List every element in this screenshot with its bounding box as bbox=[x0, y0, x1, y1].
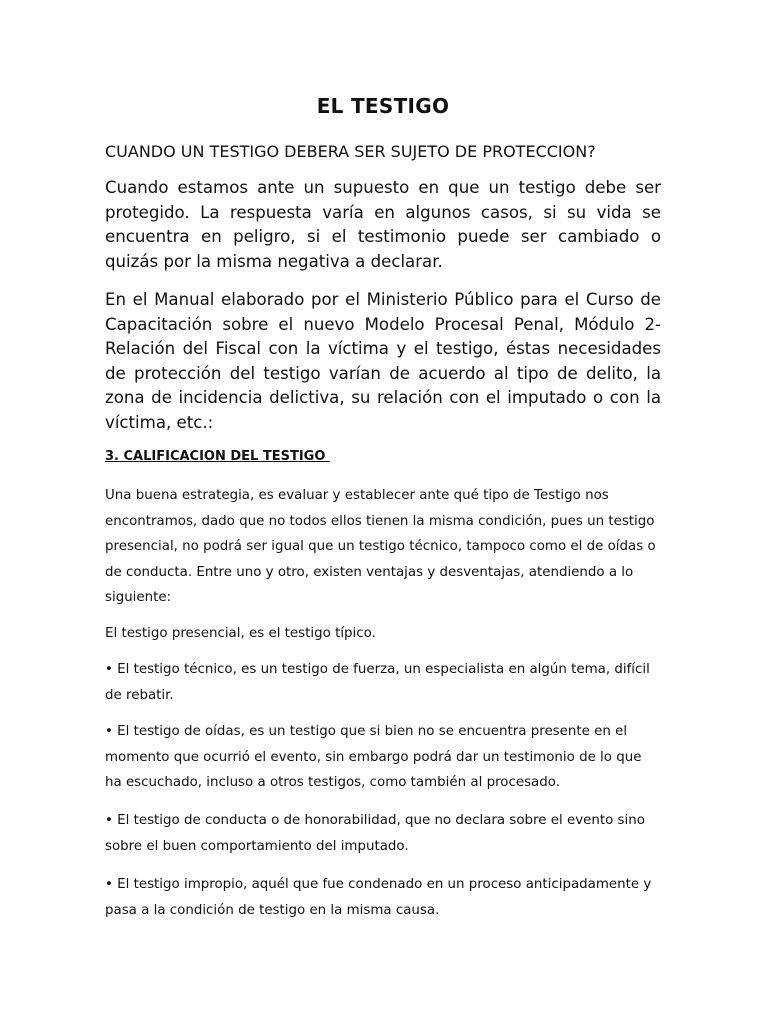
section-heading: 3. CALIFICACION DEL TESTIGO bbox=[105, 449, 330, 464]
list-item-tecnico: • El testigo técnico, es un testigo de fuerza, un especialista en algún tema, difícil de rebatir. bbox=[105, 662, 650, 703]
intro-paragraph-2: En el Manual elaborado por el Ministerio Público para el Curso de Capacitación sobre el nuevo Modelo Procesal Penal, Módulo 2-Relación del Fiscal con la víctima y el testigo, éstas necesidades de protección del testigo varían de acuerdo al tipo de delito, la zona de incidencia delictiva, su relación con el imputado o con la víctima, etc.: bbox=[105, 290, 661, 432]
document-title: EL TESTIGO bbox=[316, 94, 450, 118]
list-item-impropio: • El testigo impropio, aquél que fue condenado en un proceso anticipadamente y pasa a la condición de testigo en la misma causa. bbox=[105, 877, 652, 918]
strategy-paragraph: Una buena estrategia, es evaluar y establecer ante qué tipo de Testigo nos encontramos, dado que no todos ellos tienen la misma condición, pues un testigo presencial, no podrá ser igual que un testigo técnico, tampoco como el de oídas o de conducta. Entre uno y otro, existen ventajas y desventajas, atendiendo a lo siguiente: bbox=[105, 488, 656, 605]
list-item-presencial: El testigo presencial, es el testigo típico. bbox=[105, 626, 376, 641]
intro-paragraph-1: Cuando estamos ante un supuesto en que un testigo debe ser protegido. La respuesta varía en algunos casos, si su vida se encuentra en peligro, si el testimonio puede ser cambiado o quizás por la misma negativa a declarar. bbox=[105, 178, 661, 271]
section-question: CUANDO UN TESTIGO DEBERA SER SUJETO DE PROTECCION? bbox=[105, 142, 596, 161]
list-item-conducta: • El testigo de conducta o de honorabilidad, que no declara sobre el evento sino sobre el buen comportamiento del imputado. bbox=[105, 813, 645, 854]
list-item-oidas: • El testigo de oídas, es un testigo que si bien no se encuentra presente en el momento que ocurrió el evento, sin embargo podrá dar un testimonio de lo que ha escuchado, incluso a otros testigos, como también al procesado. bbox=[105, 724, 642, 790]
